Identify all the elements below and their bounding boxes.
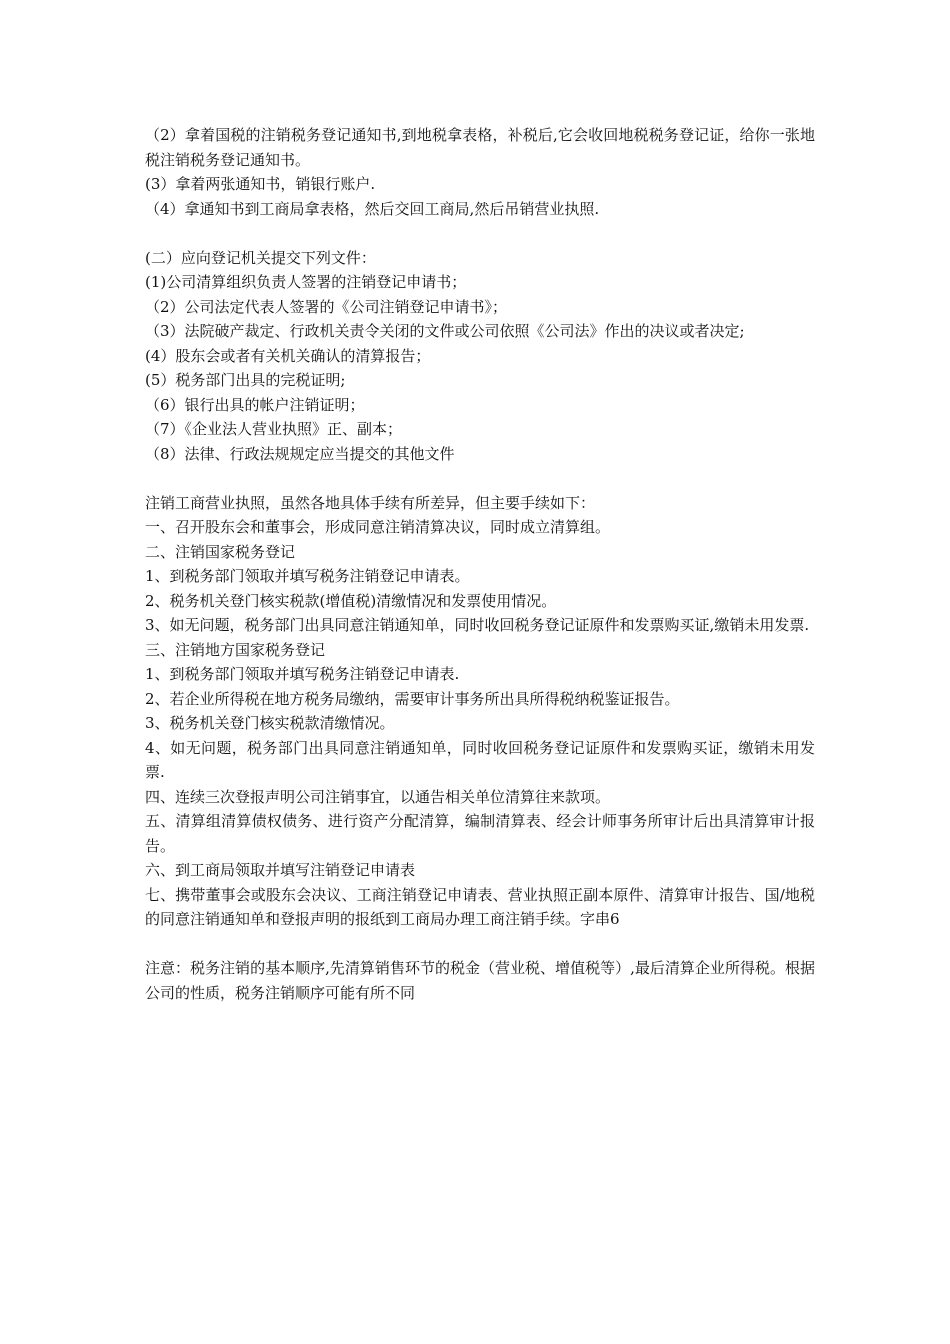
list-item: （2）公司法定代表人签署的《公司注销登记申请书》；	[145, 297, 508, 316]
list-item: (4）股东会或者有关机关确认的清算报告；	[145, 346, 431, 365]
list-item: 五、清算组清算债权债务、进行资产分配清算，编制清算表、经会计师事务所审计后出具清算审计报告。	[145, 812, 815, 855]
list-item: （8）法律、行政法规规定应当提交的其他文件	[145, 444, 455, 463]
list-item: 4、如无问题，税务部门出具同意注销通知单，同时收回税务登记证原件和发票购买证，缴销未用发票.	[145, 738, 815, 781]
paragraph: （4）拿通知书到工商局拿表格，然后交回工商局,然后吊销营业执照.	[145, 199, 600, 218]
document-body	[145, 123, 815, 1005]
list-item: 3、税务机关登门核实税款清缴情况。	[145, 714, 395, 732]
list-item: 3、如无问题，税务部门出具同意注销通知单，同时收回税务登记证原件和发票购买证,缴销未用发票.	[145, 616, 810, 634]
note-paragraph: 注意：税务注销的基本顺序,先清算销售环节的税金（营业税、增值税等）,最后清算企业所得税。根据公司的性质，税务注销顺序可能有所不同	[145, 959, 815, 1002]
blank-line	[145, 221, 815, 246]
list-item: 六、到工商局领取并填写注销登记申请表	[145, 861, 416, 879]
list-item: （7）《企业法人营业执照》正、副本；	[145, 420, 403, 438]
paragraph: (3）拿着两张通知书，销银行账户.	[145, 175, 376, 193]
section-intro: 注销工商营业执照，虽然各地具体手续有所差异，但主要手续如下：	[145, 493, 596, 512]
list-item: 2、若企业所得税在地方税务局缴纳，需要审计事务所出具所得税纳税鉴证报告。	[145, 689, 680, 708]
section-heading: (二）应向登记机关提交下列文件：	[145, 248, 376, 267]
blank-line	[145, 932, 815, 957]
list-item: 七、携带董事会或股东会决议、工商注销登记申请表、营业执照正副本原件、清算审计报告、国/地税的同意注销通知单和登报声明的报纸到工商局办理工商注销手续。字串6	[145, 885, 815, 928]
list-item: (5）税务部门出具的完税证明;	[145, 371, 346, 389]
list-item: 一、召开股东会和董事会，形成同意注销清算决议，同时成立清算组。	[145, 518, 611, 536]
blank-line	[145, 466, 815, 491]
list-item: 2、税务机关登门核实税款(增值税)清缴情况和发票使用情况。	[145, 591, 557, 610]
list-item: （6）银行出具的帐户注销证明；	[145, 395, 365, 414]
list-item: 四、连续三次登报声明公司注销事宜，以通告相关单位清算往来款项。	[145, 787, 611, 806]
paragraph: （2）拿着国税的注销税务登记通知书,到地税拿表格，补税后,它会收回地税税务登记证，给你一张地税注销税务登记通知书。	[145, 126, 815, 169]
list-item: （3）法院破产裁定、行政机关责令关闭的文件或公司依照《公司法》作出的决议或者决定;	[145, 322, 745, 340]
list-item: 三、注销地方国家税务登记	[145, 640, 326, 659]
list-item: 1、到税务部门领取并填写税务注销登记申请表。	[145, 567, 470, 585]
list-item: 二、注销国家税务登记	[145, 542, 296, 561]
list-item: (1)公司清算组织负责人签署的注销登记申请书；	[145, 273, 467, 291]
list-item: 1、到税务部门领取并填写税务注销登记申请表.	[145, 665, 460, 683]
